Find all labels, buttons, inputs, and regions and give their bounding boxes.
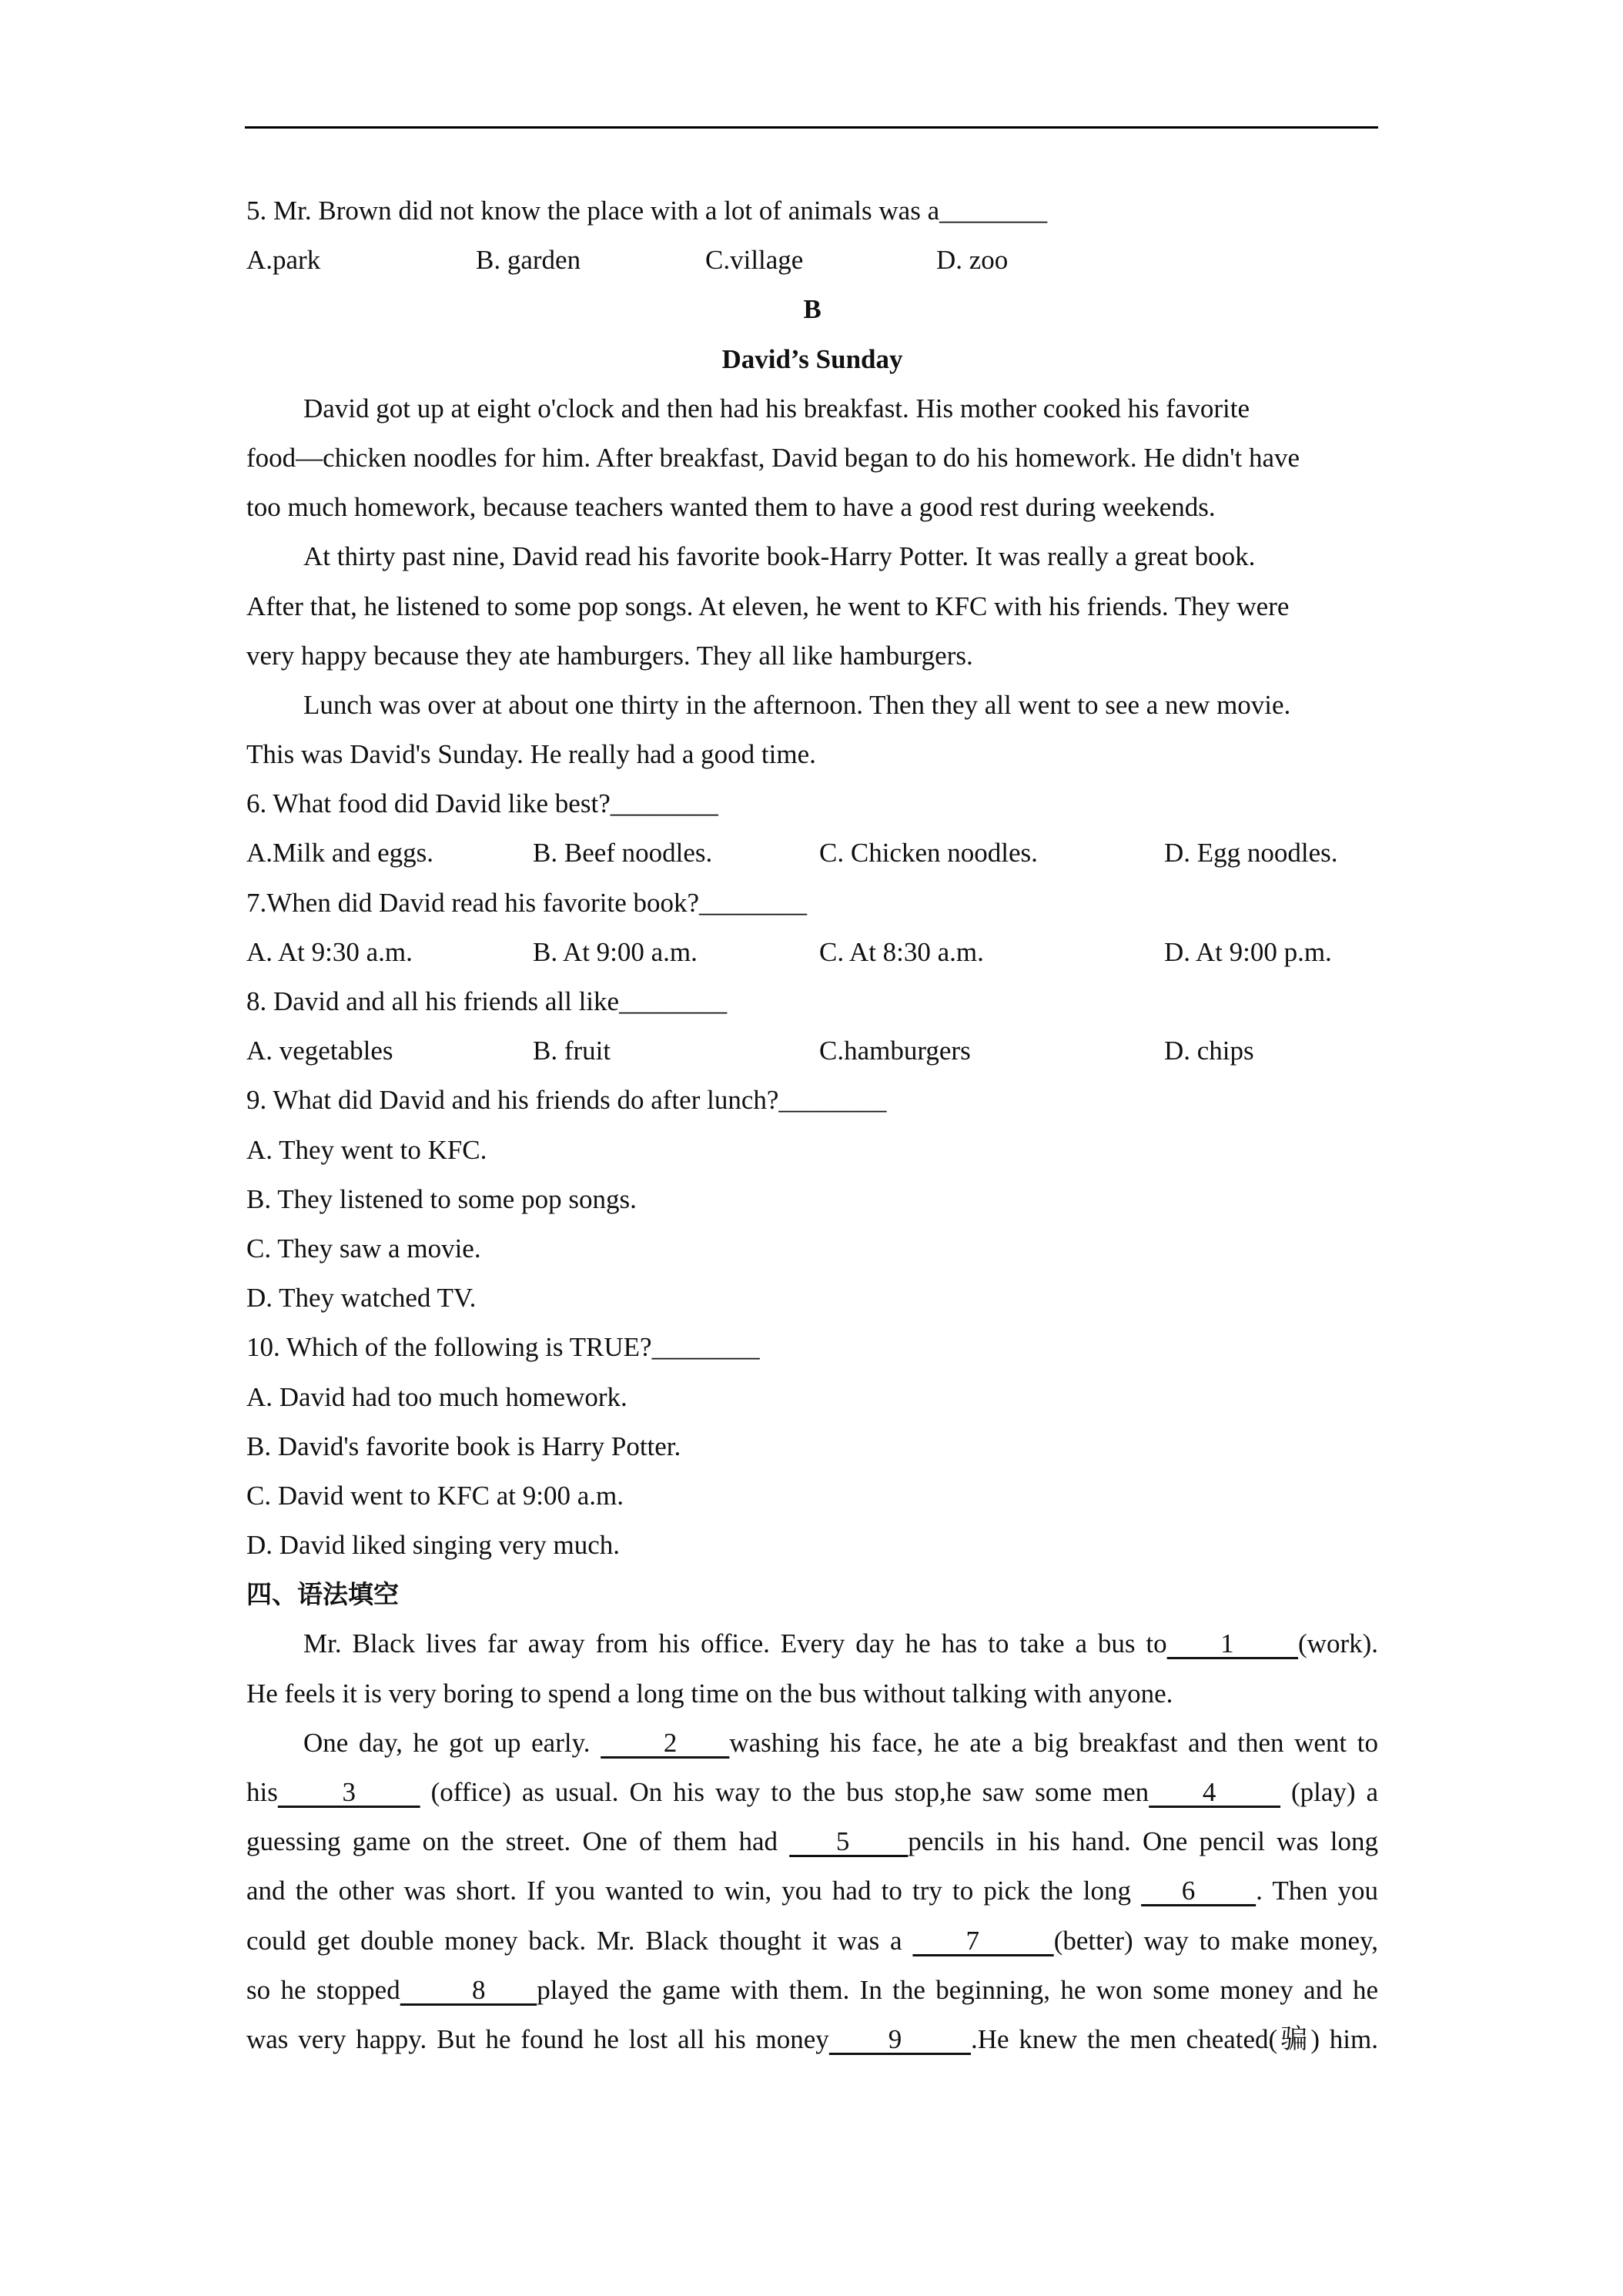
- option-a: A.Milk and eggs.: [246, 838, 434, 869]
- question-stem: 6. What food did David like best?: [246, 788, 611, 819]
- grammar-text: could get double money back. Mr. Black thought it was a: [246, 1925, 902, 1956]
- grammar-blank-7: 7: [912, 1925, 1054, 1956]
- answer-blank: ________: [778, 1085, 887, 1116]
- passage-line: At thirty past nine, David read his favorite book-Harry Potter. It was really a great book.: [303, 541, 1256, 572]
- option-a: A.park: [246, 245, 321, 276]
- option-d: D. Egg noodles.: [1164, 838, 1338, 869]
- option-d: D. chips: [1164, 1036, 1254, 1066]
- page-content: [246, 186, 1378, 2064]
- question-8-options: [246, 1026, 1378, 1076]
- passage-label: B: [803, 294, 822, 325]
- option-c: C. David went to KFC at 9:00 a.m.: [246, 1480, 624, 1511]
- question-5-options: [246, 236, 1378, 285]
- grammar-text: and the other was short. If you wanted to win, you had to try to pick the long: [246, 1876, 1131, 1906]
- option-d: D. They watched TV.: [246, 1283, 477, 1314]
- answer-blank: ________: [699, 887, 808, 918]
- option-b: B. David's favorite book is Harry Potter.: [246, 1431, 681, 1461]
- option-c: C. They saw a movie.: [246, 1233, 481, 1263]
- grammar-text: pencils in his hand. One pencil was long: [908, 1826, 1378, 1857]
- option-b: B. Beef noodles.: [533, 838, 713, 869]
- grammar-text: played the game with them. In the beginning, he won some money and he: [537, 1974, 1378, 2005]
- option-c: C.hamburgers: [819, 1036, 971, 1066]
- question-9: [246, 1076, 1378, 1125]
- question-7: [246, 879, 1378, 928]
- question-7-options: [246, 928, 1378, 977]
- option-b: B. fruit: [533, 1036, 611, 1066]
- grammar-blank-9: 9: [828, 2023, 971, 2054]
- passage-title: David’s Sunday: [721, 343, 903, 374]
- option-c: C. At 8:30 a.m.: [819, 936, 984, 967]
- passage-line: very happy because they ate hamburgers. They all like hamburgers.: [246, 640, 973, 671]
- option-d: D. At 9:00 p.m.: [1164, 936, 1332, 967]
- grammar-text: (play) a: [1290, 1777, 1379, 1807]
- question-10: [246, 1323, 1378, 1372]
- grammar-line: [246, 1619, 1378, 1668]
- question-stem: 9. What did David and his friends do after lunch?: [246, 1085, 779, 1116]
- grammar-line: [246, 1817, 1378, 1866]
- option-d: D. zoo: [936, 245, 1009, 276]
- question-6: [246, 779, 1378, 828]
- grammar-text: .He knew the men cheated(骗) him.: [970, 2023, 1378, 2054]
- question-6-options: [246, 828, 1378, 878]
- grammar-line: [246, 1916, 1378, 1966]
- header-rule: [245, 126, 1378, 129]
- grammar-text: so he stopped: [246, 1974, 400, 2005]
- grammar-line: He feels it is very boring to spend a long time on the bus without talking with anyone.: [246, 1678, 1173, 1709]
- passage-line: food—chicken noodles for him. After breakfast, David began to do his homework. He didn't have: [246, 442, 1300, 473]
- option-b: B. At 9:00 a.m.: [533, 936, 698, 967]
- answer-blank: ________: [619, 986, 728, 1016]
- question-8: [246, 977, 1378, 1026]
- section-heading: 四、语法填空: [246, 1579, 399, 1610]
- question-stem: 5. Mr. Brown did not know the place with a lot of animals was a: [246, 196, 940, 226]
- answer-blank: ________: [651, 1332, 760, 1363]
- grammar-blank-4: 4: [1149, 1777, 1281, 1807]
- option-b: B. They listened to some pop songs.: [246, 1183, 637, 1214]
- grammar-line: [246, 1719, 1378, 1768]
- grammar-text: guessing game on the street. One of them had: [246, 1826, 778, 1857]
- answer-blank: ________: [610, 788, 718, 819]
- grammar-text: washing his face, he ate a big breakfast and then went to: [729, 1727, 1378, 1758]
- question-stem: 8. David and all his friends all like: [246, 986, 620, 1016]
- grammar-text: was very happy. But he found he lost all his money: [246, 2023, 829, 2054]
- grammar-text: Mr. Black lives far away from his office. Every day he has to take a bus to: [303, 1628, 1167, 1659]
- option-a: A. At 9:30 a.m.: [246, 936, 413, 967]
- passage-line: After that, he listened to some pop songs. At eleven, he went to KFC with his friends. They were: [246, 591, 1290, 621]
- grammar-blank-8: 8: [400, 1974, 537, 2005]
- grammar-blank-2: 2: [601, 1727, 730, 1758]
- option-d: D. David liked singing very much.: [246, 1530, 621, 1561]
- option-a: A. David had too much homework.: [246, 1381, 627, 1412]
- grammar-blank-3: 3: [277, 1777, 420, 1807]
- question-stem: 10. Which of the following is TRUE?: [246, 1332, 652, 1363]
- answer-blank: ________: [939, 196, 1048, 226]
- option-c: C. Chicken noodles.: [819, 838, 1038, 869]
- option-b: B. garden: [476, 245, 581, 276]
- grammar-text: (better) way to make money,: [1053, 1925, 1379, 1956]
- passage-line: Lunch was over at about one thirty in the afternoon. Then they all went to see a new movie.: [303, 689, 1291, 720]
- grammar-blank-6: 6: [1141, 1876, 1257, 1906]
- option-a: A. vegetables: [246, 1036, 393, 1066]
- grammar-text: his: [246, 1777, 278, 1807]
- option-c: C.village: [705, 245, 804, 276]
- grammar-line: [246, 1866, 1378, 1916]
- grammar-line: [246, 1768, 1378, 1817]
- grammar-line: [246, 1966, 1378, 2015]
- grammar-blank-5: 5: [789, 1826, 909, 1857]
- passage-line: This was David's Sunday. He really had a good time.: [246, 739, 816, 770]
- grammar-line: [246, 2015, 1378, 2064]
- grammar-text: (office) as usual. On his way to the bus stop,he saw some men: [430, 1777, 1149, 1807]
- grammar-text: (work).: [1298, 1628, 1379, 1659]
- question-stem: 7.When did David read his favorite book?: [246, 887, 700, 918]
- passage-line: too much homework, because teachers wanted them to have a good rest during weekends.: [246, 492, 1216, 523]
- grammar-blank-1: 1: [1166, 1628, 1299, 1659]
- question-5: [246, 186, 1378, 236]
- grammar-text: One day, he got up early.: [303, 1727, 591, 1758]
- grammar-text: . Then you: [1256, 1876, 1378, 1906]
- option-a: A. They went to KFC.: [246, 1134, 487, 1165]
- passage-line: David got up at eight o'clock and then had his breakfast. His mother cooked his favorite: [303, 393, 1250, 423]
